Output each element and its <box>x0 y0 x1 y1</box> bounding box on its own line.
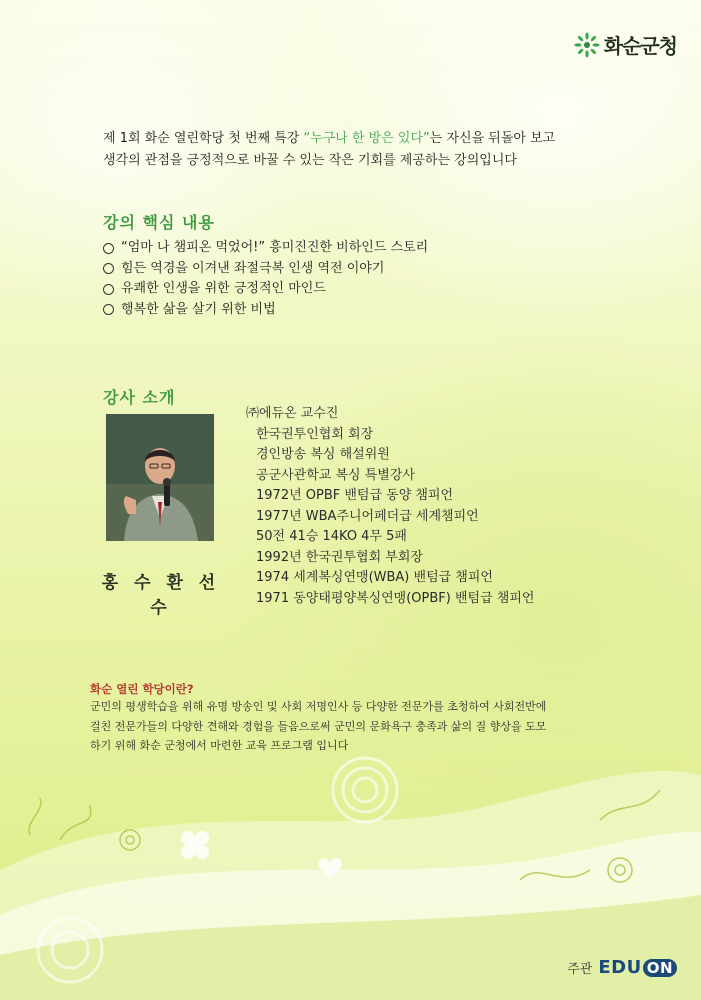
about-line: 군민의 평생학습을 위해 유명 방송인 및 사회 저명인사 등 다양한 전문가를 초청하여 사회전반에 <box>90 700 547 713</box>
career-item: 경인방송 복싱 해설위원 <box>256 447 390 462</box>
organizer-credit <box>567 957 677 978</box>
career-item: 1977년 WBA주니어페더급 세계챔피언 <box>256 508 479 524</box>
lecturer-photo <box>106 414 214 541</box>
intro-line-1-lead: 제 1회 화순 열린학당 첫 번째 특강 <box>103 131 304 146</box>
career-item: 한국권투인협회 회장 <box>256 426 374 442</box>
sunflower-logo-icon <box>574 32 600 58</box>
list-item <box>103 238 428 259</box>
career-item: 1971 동양태평양복싱연맹(OPBF) 밴텀급 챔피언 <box>256 590 535 606</box>
logo-text: 화순군청 <box>603 34 677 58</box>
organizer-label: 주관 <box>567 962 593 977</box>
eduon-logo-main: EDU <box>598 957 642 978</box>
about-line: 하기 위해 화순 군청에서 마련한 교육 프로그램 입니다 <box>90 739 349 752</box>
list-item-text: 힘든 역경을 이겨낸 좌절극복 인생 역전 이야기 <box>121 260 385 276</box>
list-item <box>103 259 428 280</box>
career-item: 1974 세계복싱연맹(WBA) 밴텀급 챔피언 <box>256 570 493 585</box>
lecturer-heading: 강사 소개 <box>103 388 176 407</box>
lecturer-career-list <box>246 404 534 609</box>
intro-line-2: 생각의 관점을 긍정적으로 바꿀 수 있는 작은 기회를 제공하는 강의입니다 <box>103 153 517 168</box>
core-content-heading: 강의 핵심 내용 <box>103 213 215 232</box>
list-item <box>103 300 428 321</box>
circle-bullet-icon <box>103 263 114 274</box>
about-line: 걸친 전문가들의 다양한 견해와 경험을 들음으로써 군민의 문화욕구 충족과 삶의 질 향상을 도모 <box>90 719 547 733</box>
career-item: 1992년 한국권투협회 부회장 <box>256 549 423 565</box>
intro-line-1 <box>103 128 623 150</box>
eduon-logo-on: ON <box>643 959 677 977</box>
career-item: 50전 41승 14KO 4무 5패 <box>256 529 407 544</box>
circle-bullet-icon <box>103 243 114 254</box>
list-item-text: 유쾌한 인생을 위한 긍정적인 마인드 <box>121 281 326 296</box>
career-item: 공군사관학교 복싱 특별강사 <box>256 467 415 483</box>
career-item: 1972년 OPBF 밴텀급 동양 챔피언 <box>256 488 454 503</box>
about-heading: 화순 열린 학당이란? <box>90 682 194 696</box>
career-item: ㈜에듀온 교수진 <box>246 406 339 421</box>
list-item-text: “엄마 나 챔피온 먹었어!” 흥미진진한 비하인드 스토리 <box>121 240 429 255</box>
circle-bullet-icon <box>103 304 114 315</box>
list-item-text: 행복한 삶을 살기 위한 비법 <box>121 301 276 317</box>
eduon-logo <box>598 957 677 978</box>
circle-bullet-icon <box>103 284 114 295</box>
lecture-title-quote: “누구나 한 방은 있다” <box>303 131 430 146</box>
intro-line-1-tail: 는 자신을 뒤돌아 보고 <box>429 131 556 146</box>
list-item <box>103 279 428 300</box>
intro-text <box>103 128 623 172</box>
core-content-list <box>103 238 428 320</box>
lecturer-portrait-icon <box>106 414 214 541</box>
hwasun-county-logo <box>574 30 677 59</box>
lecturer-name: 홍 수 환 선 수 <box>101 573 221 618</box>
